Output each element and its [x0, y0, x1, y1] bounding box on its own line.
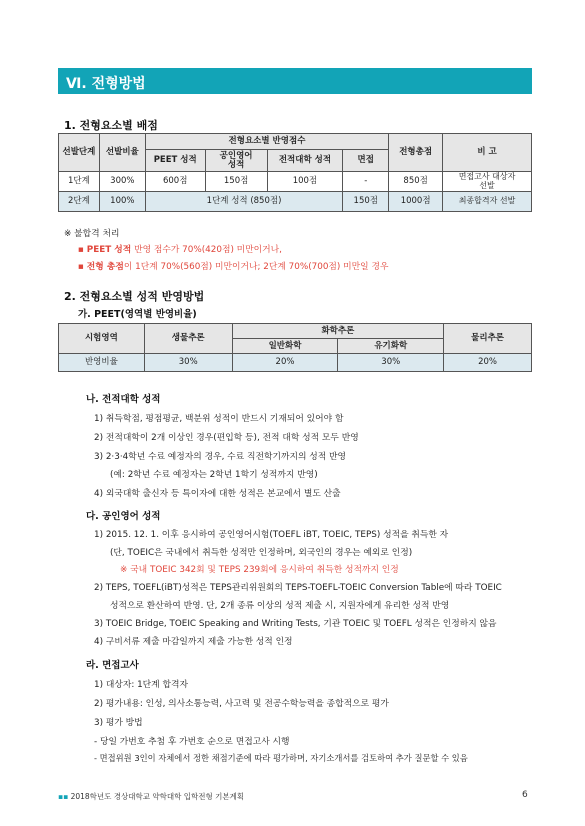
fail1-bold: PEET 성적	[86, 245, 132, 255]
th-peet: PEET 성적	[145, 150, 205, 172]
th-eng	[205, 150, 267, 172]
c1: 1) 2015. 12. 1. 이후 응시하여 공인영어시험(TOEFL iBT, TOEIC, TEPS) 성적을 취득한 자	[94, 530, 449, 540]
d2: 2) 평가내용: 인성, 의사소통능력, 사고력 및 전공수학능력을 종합적으로 평가	[94, 699, 389, 709]
r1-eng: 150점	[205, 172, 267, 192]
d3a: - 당일 가번호 추첨 후 가번호 순으로 면접고사 시행	[94, 737, 290, 747]
c1-note: (단, TOEIC은 국내에서 취득한 성적만 인정하며, 외국인의 경우는 예외로 인정)	[110, 548, 413, 558]
r1-note	[443, 172, 532, 192]
b3: 3) 2·3·4학년 수료 예정자의 경우, 수료 직전학기까지의 성적 반영	[94, 452, 347, 462]
th-group: 전형요소별 반영점수	[145, 134, 388, 150]
r1-interview: -	[343, 172, 389, 192]
r2-note-text: 최종합격자 선발	[458, 196, 516, 206]
v-phys: 20%	[444, 354, 532, 372]
r1-univ: 100점	[267, 172, 343, 192]
th-org-chem: 유기화학	[338, 339, 444, 354]
b2: 2) 전적대학이 2개 이상인 경우(편입학 등), 전적 대학 성적 모두 반영	[94, 433, 359, 443]
b1: 1) 취득학점, 평점평균, 백분위 성적이 반드시 기재되어 있어야 함	[94, 414, 344, 424]
r1-note-text: 면접고사 대상자 선발	[458, 172, 516, 190]
d1: 1) 대상자: 1단계 합격자	[94, 680, 188, 690]
section-title: Ⅵ. 전형방법	[66, 76, 146, 92]
th-eng-label: 공인영어 성적	[219, 150, 253, 170]
r2-merged: 1단계 성적 (850점)	[145, 192, 343, 212]
section-banner	[58, 68, 532, 94]
r1-stage: 1단계	[59, 172, 100, 192]
c2b: 성적으로 환산하여 반영. 단, 2개 종류 이상의 성적 제출 시, 지원자에게 유리한 성적 반영	[110, 601, 450, 611]
sub-interview: 라. 면접고사	[86, 660, 139, 671]
th-interview: 면접	[343, 150, 389, 172]
footer-text	[58, 791, 244, 802]
th-note: 비 고	[443, 134, 532, 172]
fail2-rest: 이 1단계 70%(560점) 미만이거나; 2단계 70%(700점) 미만일 경우	[123, 262, 389, 272]
c4: 4) 구비서류 제출 마감일까지 제출 가능한 성적 인정	[94, 637, 293, 647]
page-number: 6	[522, 790, 528, 800]
th-chem: 화학추론	[232, 324, 444, 339]
sub-univ: 나. 전적대학 성적	[86, 394, 161, 405]
th-ratio: 선발비율	[99, 134, 145, 172]
th-area: 시험영역	[59, 324, 145, 354]
bullet-square-icon: ▪	[78, 245, 84, 255]
sub-peet: 가. PEET(영역별 반영비율)	[78, 309, 197, 320]
th-phys: 물리추론	[444, 324, 532, 354]
d3: 3) 평가 방법	[94, 718, 143, 728]
row-label: 반영비율	[59, 354, 145, 372]
th-univ: 전적대학 성적	[267, 150, 343, 172]
sub-english: 다. 공인영어 성적	[86, 511, 161, 522]
r2-ratio: 100%	[99, 192, 145, 212]
heading-allocation: 1. 전형요소별 배점	[64, 119, 158, 132]
v-gen: 20%	[232, 354, 338, 372]
r1-peet: 600점	[145, 172, 205, 192]
r2-stage: 2단계	[59, 192, 100, 212]
footer-mark-icon: ▪▪	[58, 792, 69, 801]
th-total: 전형총점	[389, 134, 443, 172]
v-org: 30%	[338, 354, 444, 372]
th-bio: 생물추론	[144, 324, 232, 354]
fail-item-1	[78, 242, 282, 255]
th-gen-chem: 일반화학	[232, 339, 338, 354]
v-bio: 30%	[144, 354, 232, 372]
r1-total: 850점	[389, 172, 443, 192]
fail1-rest: 반영 점수가 70%(420점) 미만이거나,	[131, 245, 282, 255]
r2-interview: 150점	[343, 192, 389, 212]
d3b: - 면접위원 3인이 자체에서 정한 채점기준에 따라 평가하며, 자기소개서를 검토하여 추가 질문할 수 있음	[94, 753, 468, 763]
peet-ratio-table	[58, 323, 532, 372]
r2-total: 1000점	[389, 192, 443, 212]
r1-ratio: 300%	[99, 172, 145, 192]
c3: 3) TOEIC Bridge, TOEIC Speaking and Writing Tests, 기관 TOEIC 및 TOEFL 성적은 인정하지 않음	[94, 619, 497, 629]
b3-note: (예: 2학년 수료 예정자는 2학년 1학기 성적까지 반영)	[110, 470, 318, 480]
r2-note	[443, 192, 532, 212]
th-stage: 선발단계	[59, 134, 100, 172]
fail-item-2	[78, 259, 388, 272]
c1-red: ※ 국내 TOEIC 342회 및 TEPS 239회에 응시하여 취득한 성적까지 인정	[120, 565, 399, 575]
c2: 2) TEPS, TOEFL(iBT)성적은 TEPS관리위원회의 TEPS-TOEFL-TOEIC Conversion Table에 따라 TOEIC	[94, 583, 502, 593]
fail2-bold: 전형 총점	[86, 262, 124, 272]
b4: 4) 외국대학 출신자 등 특이자에 대한 성적은 본교에서 별도 산출	[94, 489, 341, 499]
footer-title: 2018학년도 경상대학교 약학대학 입학전형 기본계획	[70, 792, 245, 801]
bullet-square-icon: ▪	[78, 262, 84, 272]
fail-title: ※ 불합격 처리	[64, 229, 120, 239]
allocation-table	[58, 133, 532, 212]
heading-method: 2. 전형요소별 성적 반영방법	[64, 290, 205, 303]
